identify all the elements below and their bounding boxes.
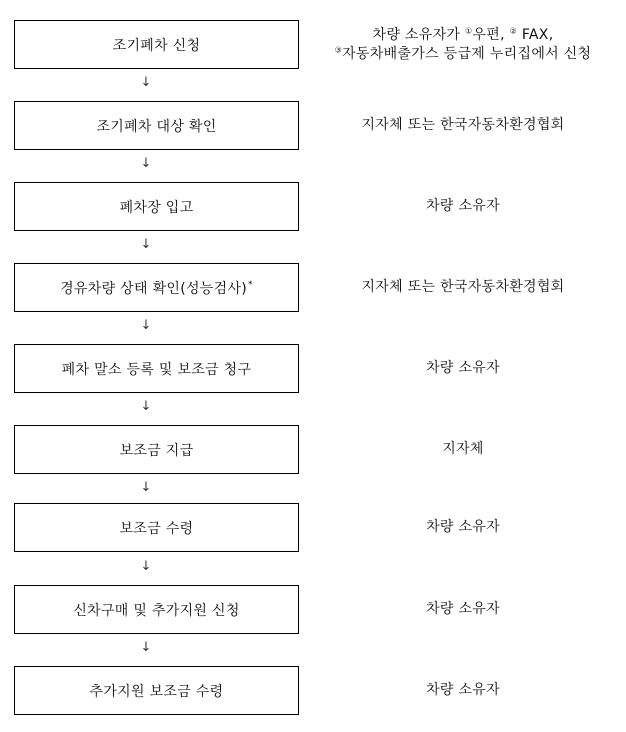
down-arrow-icon: ↓: [140, 559, 152, 574]
down-arrow-icon: ↓: [140, 640, 152, 655]
step-label: 추가지원 보조금 수령: [89, 683, 224, 700]
actor-step-new-car-application: 차량 소유자: [426, 601, 500, 617]
down-arrow-icon: ↓: [140, 237, 152, 252]
step-label: 조기폐차 신청: [112, 37, 201, 54]
down-arrow-icon: ↓: [140, 75, 152, 90]
actor-line-2: ③자동차배출가스 등급제 누리집에서 신청: [334, 44, 592, 62]
actor-step-subsidy-receipt: 차량 소유자: [426, 519, 500, 535]
flow-step-subsidy-receipt: [14, 503, 299, 552]
step-label: 보조금 수령: [119, 520, 194, 537]
down-arrow-icon: ↓: [140, 480, 152, 495]
step-label: 보조금 지급: [119, 442, 194, 459]
flow-step-eligibility-check: [14, 101, 299, 150]
circled-one-mark: ①: [464, 25, 473, 35]
actor-step-apply-early-scrapping: [305, 20, 621, 69]
actor-step-subsidy-payment: 지자체: [442, 441, 484, 457]
flow-step-apply-early-scrapping: [14, 20, 299, 69]
step-label: 폐차 말소 등록 및 보조금 청구: [61, 361, 252, 378]
step-label: 폐차장 입고: [119, 199, 194, 216]
footnote-asterisk: *: [248, 279, 253, 290]
step-label: 신차구매 및 추가지원 신청: [73, 602, 240, 619]
flow-step-new-car-application: [14, 585, 299, 634]
actor-step-scrapyard-entry: 차량 소유자: [426, 198, 500, 214]
actor-step-eligibility-check: 지자체 또는 한국자동차환경협회: [361, 117, 565, 133]
flow-step-deregistration-claim: [14, 344, 299, 393]
actor-step-additional-subsidy-receipt: 차량 소유자: [426, 682, 500, 698]
step-label: 경유차량 상태 확인(성능검사)*: [60, 279, 253, 297]
flow-step-subsidy-payment: [14, 425, 299, 474]
actor-step-deregistration-claim: 차량 소유자: [426, 360, 500, 376]
circled-three-mark: ③: [334, 44, 343, 54]
down-arrow-icon: ↓: [140, 318, 152, 333]
down-arrow-icon: ↓: [140, 156, 152, 171]
circled-two-mark: ②: [509, 25, 518, 35]
down-arrow-icon: ↓: [140, 399, 152, 414]
flow-step-additional-subsidy-receipt: [14, 666, 299, 715]
step-label: 조기폐차 대상 확인: [96, 118, 217, 135]
flow-step-scrapyard-entry: [14, 182, 299, 231]
flow-step-condition-check: [14, 263, 299, 312]
actor-step-condition-check: 지자체 또는 한국자동차환경협회: [361, 279, 565, 295]
actor-line-1: 차량 소유자가 ①우편, ② FAX,: [372, 25, 554, 43]
